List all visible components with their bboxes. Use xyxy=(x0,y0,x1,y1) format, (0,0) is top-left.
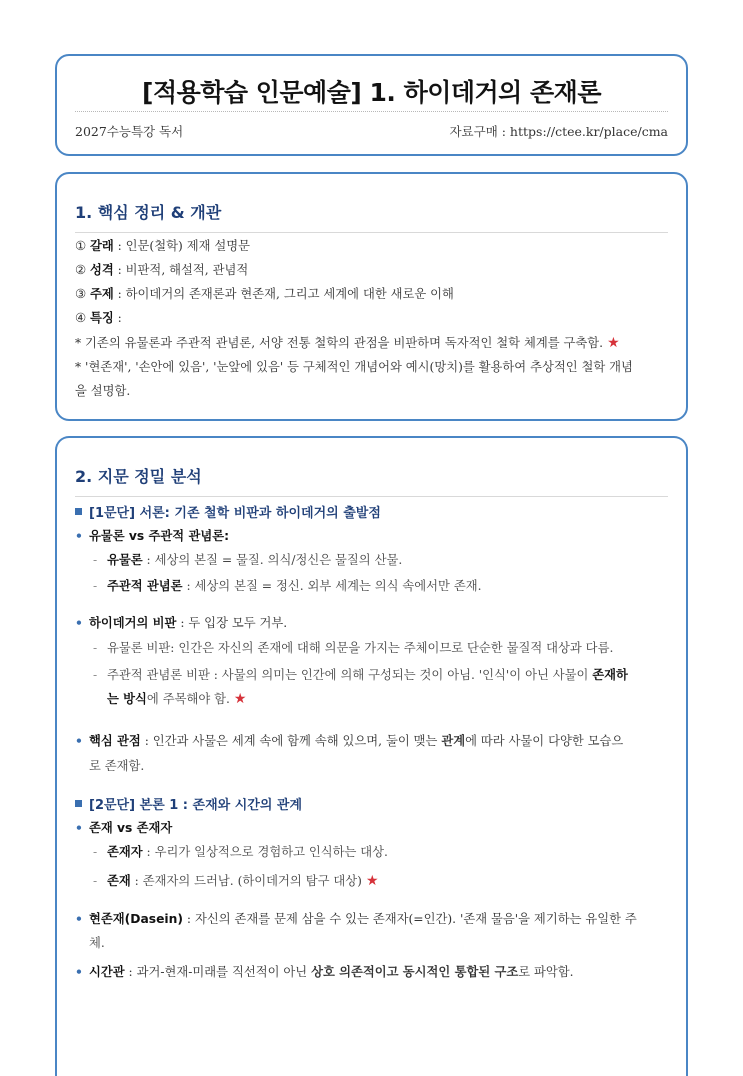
detail-idealism-critique-cont: 는 방식에 주목해야 함. ★ xyxy=(107,691,247,707)
detail-materialism: - 유물론 : 세상의 본질 = 물질. 의식/정신은 물질의 산물. xyxy=(93,552,403,567)
section-title-summary: 1. 핵심 정리 & 개관 xyxy=(75,203,222,222)
summary-item-theme: ③ 주제 : 하이데거의 존재론과 현존재, 그리고 세계에 대한 새로운 이해 xyxy=(75,286,454,301)
purchase-link[interactable]: 자료구매 : https://ctee.kr/place/cma xyxy=(449,124,668,139)
summary-item-genre: ① 갈래 : 인문(철학) 제재 설명문 xyxy=(75,238,251,253)
bullet-materialism-vs-idealism: • 유물론 vs 주관적 관념론: xyxy=(75,528,230,543)
square-bullet-icon xyxy=(75,800,82,807)
detail-beings: - 존재자 : 우리가 일상적으로 경험하고 인식하는 대상. xyxy=(93,844,388,859)
summary-item-character: ② 성격 : 비판적, 해설적, 관념적 xyxy=(75,262,249,277)
source-label: 2027수능특강 독서 xyxy=(75,124,184,139)
summary-item-features: ④ 특징 : xyxy=(75,310,122,325)
analysis-card xyxy=(55,436,688,1076)
detail-being: - 존재 : 존재자의 드러남. (하이데거의 탐구 대상) ★ xyxy=(93,873,379,889)
detail-idealism-critique: - 주관적 관념론 비판 : 사물의 의미는 인간에 의해 구성되는 것이 아님. '인식'이 아닌 사물이 존재하 xyxy=(93,667,628,682)
summary-note-2: * '현존재', '손안에 있음', '눈앞에 있음' 등 구체적인 개념어와 예시(망치)를 활용하여 추상적인 철학 개념 xyxy=(75,360,633,374)
summary-note-1: * 기존의 유물론과 주관적 관념론, 서양 전통 철학의 관점을 비판하며 독자적인 철학 체계를 구축함. ★ xyxy=(75,335,620,351)
star-icon: ★ xyxy=(233,691,247,707)
star-icon: ★ xyxy=(607,335,620,351)
square-bullet-icon xyxy=(75,508,82,515)
bullet-dasein-cont: 체. xyxy=(89,936,105,950)
header-divider xyxy=(75,111,668,112)
section-title-analysis: 2. 지문 정밀 분석 xyxy=(75,467,202,486)
summary-card xyxy=(55,172,688,421)
document-title: [적용학습 인문예술] 1. 하이데거의 존재론 xyxy=(142,78,601,107)
bullet-heidegger-critique: • 하이데거의 비판 : 두 입장 모두 거부. xyxy=(75,615,288,630)
bullet-core-view: • 핵심 관점 : 인간과 사물은 세계 속에 함께 속해 있으며, 둘이 맺는 관계에 따라 사물이 다양한 모습으 xyxy=(75,733,624,748)
detail-subjective-idealism: - 주관적 관념론 : 세상의 본질 = 정신. 외부 세계는 의식 속에서만 존재. xyxy=(93,578,482,593)
bullet-view-of-time: • 시간관 : 과거-현재-미래를 직선적이 아닌 상호 의존적이고 동시적인 통합된 구조로 파악함. xyxy=(75,964,574,979)
star-icon: ★ xyxy=(365,873,379,889)
bullet-core-view-cont: 로 존재함. xyxy=(89,759,145,773)
bullet-dasein: • 현존재(Dasein) : 자신의 존재를 문제 삼을 수 있는 존재자(=인간). '존재 물음'을 제기하는 유일한 주 xyxy=(75,911,637,926)
header-card xyxy=(55,54,688,156)
section-divider xyxy=(75,496,668,497)
paragraph-1-heading: [1문단] 서론: 기존 철학 비판과 하이데거의 출발점 xyxy=(75,502,381,521)
paragraph-2-heading: [2문단] 본론 1 : 존재와 시간의 관계 xyxy=(75,794,302,813)
detail-materialism-critique: - 유물론 비판: 인간은 자신의 존재에 대해 의문을 가지는 주체이므로 단순한 물질적 대상과 다름. xyxy=(93,641,614,655)
summary-note-2-cont: 을 설명함. xyxy=(75,384,131,398)
bullet-being-vs-beings: • 존재 vs 존재자 xyxy=(75,820,173,835)
section-divider xyxy=(75,232,668,233)
